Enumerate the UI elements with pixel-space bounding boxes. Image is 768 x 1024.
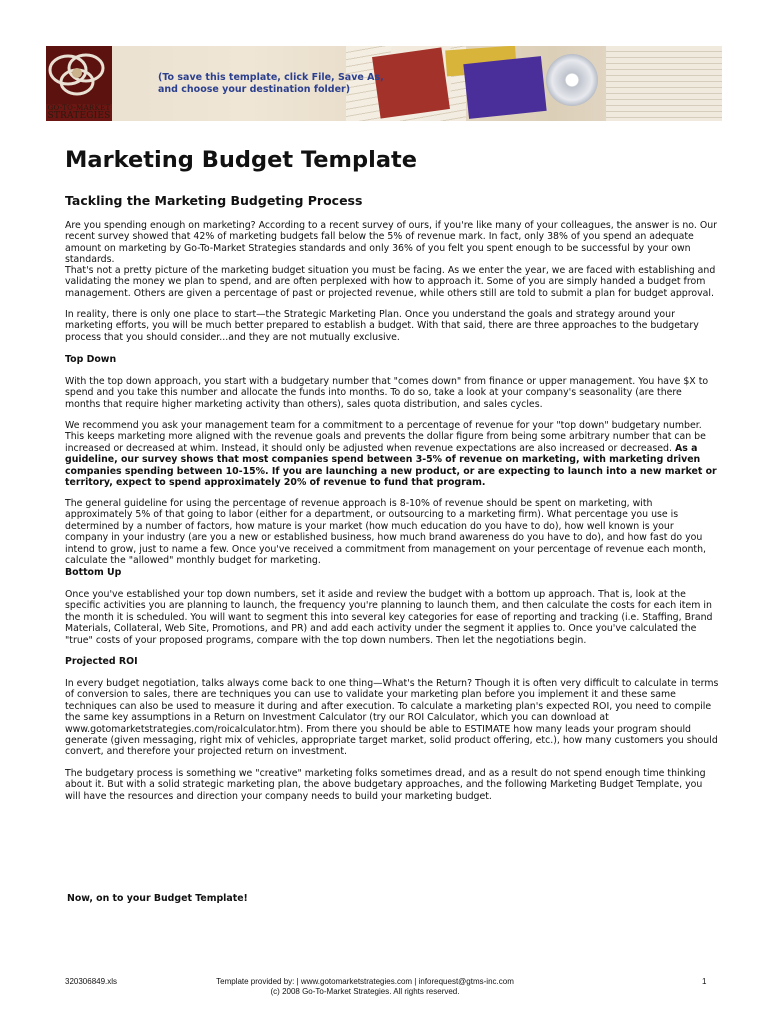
footer-credits: [150, 977, 580, 997]
section-heading-top-down: Top Down: [65, 354, 117, 365]
intro-paragraph-2: That's not a pretty picture of the marketing budget situation you must be facing. As we enter the year, we are faced with establishing and validating the money we plan to spend, and are often perplexed with how to approach it. Some of you are simply handed a budget from management. Others are given a percentage of past or projected revenue, while others still are told to submit a plan for budget approval.: [65, 265, 716, 299]
bottom-up-paragraph-1: Once you've established your top down numbers, set it aside and review the budget with a bottom up approach. That is, look at the specific activities you are planning to launch, the frequency you're planning to launch them, and then calculate the costs for each item in the month it is scheduled. You will want to segment this into several key categories for ease of reporting and tracking (i.e. Staffing, Brand Materials, Collateral, Web Site, Promotions, and PR) and add each activity under the segment it applies to. Once you've calculated the "true" costs of your proposed programs, compare with the top down numbers. Then let the negotiations begin.: [65, 589, 713, 646]
footer-copyright: (c) 2008 Go-To-Market Strategies. All rights reserved.: [270, 987, 460, 996]
top-down-guideline-emphasis: As a guideline, our survey shows that most companies spend between 3-5% of revenue on marketing, with marketing driven companies spending between 10-15%. If you are launching a new product, or are expecting to launch into a new market or territory, expect to spend approximately 20% of revenue to fund that program.: [65, 442, 717, 489]
section-heading-projected-roi: Projected ROI: [65, 656, 138, 667]
top-down-paragraph-2: [65, 420, 719, 488]
document-title: Marketing Budget Template: [65, 147, 418, 173]
globe-logo-icon: [46, 46, 112, 104]
closing-line: Now, on to your Budget Template!: [67, 893, 248, 904]
top-down-paragraph-2-text: We recommend you ask your management team for a commitment to a percentage of revenue for your "top down" budgetary number. This keeps marketing more aligned with the revenue goals and prevents the dollar figure from being some arbitrary number that can be increased or decreased at whim. Instead, it should only be adjusted when revenue expectations are also increased or decreased.: [65, 420, 706, 454]
logo-line-1: GO-TO-MARKET: [47, 104, 111, 112]
footer-filename: 320306849.xls: [65, 977, 118, 986]
section-heading-bottom-up: Bottom Up: [65, 567, 122, 578]
roi-paragraph-2: The budgetary process is something we "creative" marketing folks sometimes dread, and as a result do not spend enough time thinking about it. But with a solid strategic marketing plan, the above budgetary approaches, and the following Marketing Budget Template, you will have the resources and direction your company needs to build your marketing budget.: [65, 768, 706, 802]
document-subtitle: Tackling the Marketing Budgeting Process: [65, 193, 363, 208]
blue-book-image: [463, 56, 546, 119]
cd-disc-image: [546, 54, 598, 106]
document-pages-image: [606, 46, 722, 121]
save-instructions: (To save this template, click File, Save As, and choose your destination folder): [158, 72, 384, 95]
header-banner: [46, 46, 722, 121]
logo-line-2: STRATEGIES: [47, 111, 111, 121]
top-down-paragraph-3: The general guideline for using the percentage of revenue approach is 8-10% of revenue should be spent on marketing, with approximately 5% of that going to labor (either for a department, or outsourcing to a marketing firm). What percentage you use is determined by a number of factors, how mature is your market (how much education do you have to do), how well known is your company in your industry (are you a new or established business, how much brand awareness do you have to do), and how fast do you intend to grow, just to name a few. Once you've received a commitment from management on your percentage of revenue each month, calculate the "allowed" monthly budget for marketing.: [65, 498, 707, 567]
roi-paragraph-1: In every budget negotiation, talks always come back to one thing—What's the Return? Though it is often very difficult to calculate in terms of conversion to sales, there are techniques you can use to validate your marketing plan before you implement it and these same techniques can also be used to measure it during and after execution. To calculate a marketing plan's expected ROI, you need to compile the same key assumptions in a Return on Investment Calculator (try our ROI Calculator, which you can download at www.gotomarketstrategies.com/roicalculator.htm). From there you should be able to ESTIMATE how many leads your program should generate (given messaging, right mix of vehicles, appropriate target market, solid product offering, etc.), how many customers you should convert, and therefore your projected return on investment.: [65, 678, 719, 758]
footer-page-number: 1: [702, 977, 707, 986]
footer-provided-by: Template provided by: | www.gotomarketstrategies.com | inforequest@gtms-inc.com: [216, 977, 514, 986]
intro-paragraph-1: Are you spending enough on marketing? According to a recent survey of ours, if you're like many of your colleagues, the answer is no. Our recent survey showed that 42% of marketing budgets fall below the 5% of revenue mark. In fact, only 38% of you spend an adequate amount on marketing by Go-To-Market Strategies standards and only 36% of you felt you spent enough to be successful by your own standards.: [65, 220, 718, 266]
top-down-paragraph-1: With the top down approach, you start with a budgetary number that "comes down" from finance or upper management. You have $X to spend and you take this number and allocate the funds into months. To do so, take a look at your company's seasonality (are there months that require higher marketing activity than others), sales quota distribution, and sales cycles.: [65, 376, 709, 410]
logo-wordmark: [46, 104, 112, 120]
company-logo: [46, 46, 112, 121]
intro-paragraph-3: In reality, there is only one place to start—the Strategic Marketing Plan. Once you understand the goals and strategy around your marketing efforts, you will be much better prepared to establish a budget. With that said, there are three approaches to the budgetary process that you should consider...and they are not mutually exclusive.: [65, 309, 699, 343]
